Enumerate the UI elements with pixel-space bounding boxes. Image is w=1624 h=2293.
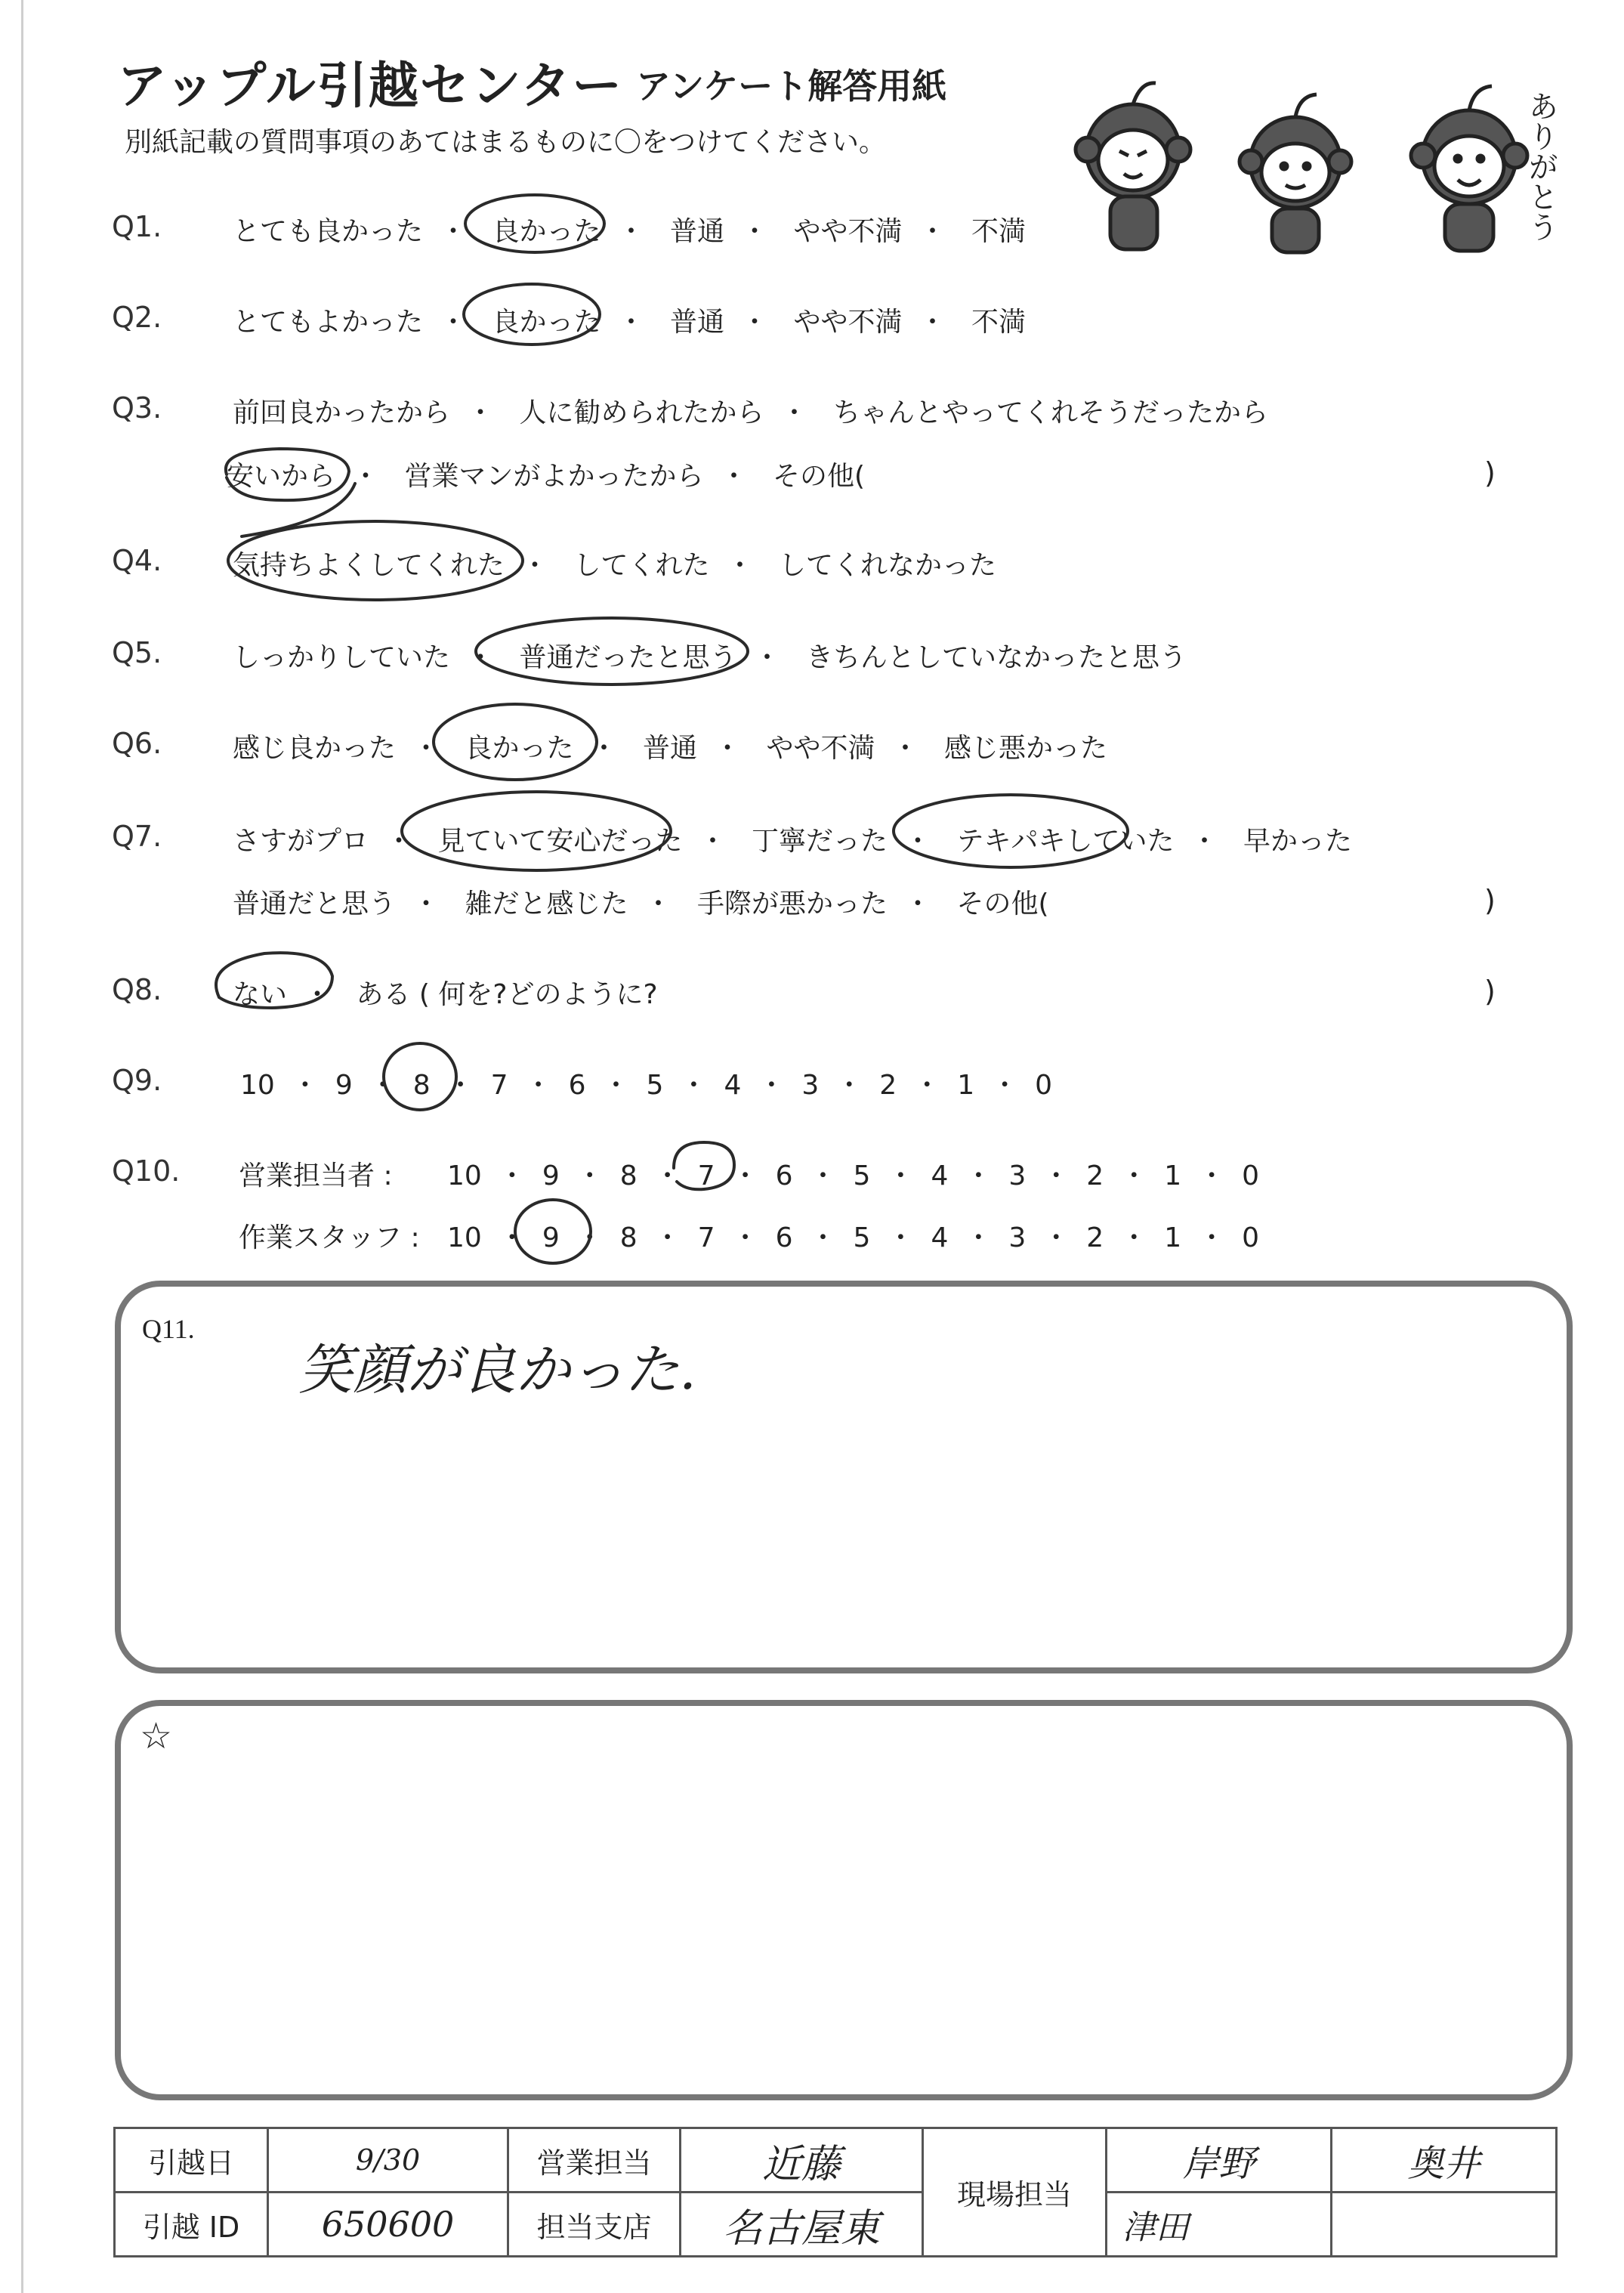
q7-option-2[interactable]: 見ていて安心だった	[437, 826, 683, 857]
q9-scale-separator: ・	[524, 1070, 552, 1101]
q5-option-1[interactable]: しっかりしていた	[233, 642, 451, 673]
q10-staff-scale-separator: ・	[1120, 1222, 1148, 1253]
q8-option-2[interactable]: ある ( 何を?どのように?	[356, 979, 658, 1010]
q10-staff-scale-value-7[interactable]: 7	[697, 1222, 715, 1253]
q8-number: Q8.	[112, 973, 162, 1006]
q2-option-1[interactable]: とてもよかった	[233, 307, 424, 338]
q10-staff-scale-separator: ・	[1198, 1222, 1226, 1253]
site-staff-4[interactable]	[1332, 2193, 1557, 2257]
q10-sales-scale-value-5[interactable]: 5	[853, 1160, 871, 1191]
q6-options: 感じ良かった ・ 良かった ・ 普通 ・ やや不満 ・ 感じ悪かった	[233, 727, 1107, 765]
q4-option-1[interactable]: 気持ちよくしてくれた	[233, 550, 505, 581]
q3-option-4[interactable]: 安いから	[227, 461, 336, 492]
move-id-label: 引越 ID	[115, 2193, 268, 2257]
q2-option-2[interactable]: 良かった	[492, 307, 601, 338]
q2-number: Q2.	[112, 301, 162, 334]
q10-staff-scale-value-0[interactable]: 0	[1242, 1222, 1260, 1253]
q11-label: Q11.	[142, 1314, 195, 1344]
q10-sales-scale-separator: ・	[1042, 1160, 1070, 1191]
q9-scale-value-9[interactable]: 9	[335, 1070, 353, 1101]
q4-number: Q4.	[112, 544, 162, 577]
q6-option-3[interactable]: 普通	[642, 733, 697, 764]
star-comment-box[interactable]	[115, 1700, 1573, 2100]
q9-scale-value-1[interactable]: 1	[957, 1070, 975, 1101]
q10-staff-scale-separator: ・	[731, 1222, 759, 1253]
q5-number: Q5.	[112, 636, 162, 669]
q9-scale-value-10[interactable]: 10	[240, 1070, 275, 1101]
move-date-value[interactable]: 9/30	[268, 2128, 508, 2193]
q7-option-4[interactable]: テキパキしていた	[956, 826, 1175, 857]
q3-option-1[interactable]: 前回良かったから	[233, 397, 451, 428]
q10-sales-scale-value-8[interactable]: 8	[619, 1160, 638, 1191]
q9-scale-value-8[interactable]: 8	[412, 1070, 431, 1101]
q3-close-paren: )	[1484, 456, 1496, 490]
q10-sales-scale-separator: ・	[1120, 1160, 1148, 1191]
q9-scale-separator: ・	[680, 1070, 708, 1101]
sales-label: 営業担当	[508, 2128, 681, 2193]
instruction-text: 別紙記載の質問事項のあてはまるものに〇をつけてください。	[125, 127, 887, 158]
q9-scale-separator: ・	[991, 1070, 1019, 1101]
q10-staff-selected-circle	[515, 1200, 591, 1263]
move-id-value[interactable]: 650600	[268, 2193, 508, 2257]
q8-options: ない ・ ある ( 何を?どのように?	[233, 973, 658, 1012]
q10-staff-scale-value-1[interactable]: 1	[1164, 1222, 1182, 1253]
q2-option-4[interactable]: やや不満	[793, 307, 903, 338]
branch-label: 担当支店	[508, 2193, 681, 2257]
q10-staff-scale-value-6[interactable]: 6	[775, 1222, 793, 1253]
q5-option-2[interactable]: 普通だったと思う	[519, 642, 737, 673]
move-info-table	[113, 2127, 1558, 2257]
q7-option-5[interactable]: 早かった	[1243, 826, 1352, 857]
branch-value[interactable]: 名古屋東	[681, 2193, 923, 2257]
q10-sales-scale-separator: ・	[965, 1160, 993, 1191]
sales-value[interactable]: 近藤	[681, 2128, 923, 2193]
q5-options: しっかりしていた ・ 普通だったと思う ・ きちんとしていなかったと思う	[233, 636, 1187, 675]
q4-option-3[interactable]: してくれなかった	[778, 550, 996, 581]
q3-options: 前回良かったから ・ 人に勧められたから ・ ちゃんとやってくれそうだったから	[233, 391, 1268, 430]
q10-sales-scale-value-9[interactable]: 9	[542, 1160, 560, 1191]
site-label: 現場担当	[923, 2128, 1107, 2257]
q9-scale-value-6[interactable]: 6	[568, 1070, 586, 1101]
q7-option-3[interactable]: 丁寧だった	[751, 826, 888, 857]
q9-scale-separator: ・	[835, 1070, 863, 1101]
q9-scale-value-4[interactable]: 4	[724, 1070, 742, 1101]
q10-staff-scale-separator: ・	[576, 1222, 604, 1253]
q2-option-3[interactable]: 普通	[669, 307, 724, 338]
q10-number: Q10.	[112, 1154, 181, 1188]
q9-scale-value-0[interactable]: 0	[1035, 1070, 1053, 1101]
q10-sales-label: 営業担当者 :	[239, 1160, 393, 1191]
q6-option-4[interactable]: やや不満	[766, 733, 875, 764]
q9-scale-separator: ・	[913, 1070, 941, 1101]
q9-number: Q9.	[112, 1064, 162, 1097]
q10-sales-scale-value-0[interactable]: 0	[1242, 1160, 1260, 1191]
q3-number: Q3.	[112, 391, 162, 425]
q9-scale-value-2[interactable]: 2	[879, 1070, 897, 1101]
q10-sales-scale-separator: ・	[887, 1160, 915, 1191]
q7-option-other[interactable]: その他(	[956, 888, 1049, 919]
star-label: ☆	[140, 1717, 173, 1757]
q11-answer: 笑顔が良かった.	[298, 1338, 696, 1401]
q10-sales-scale-value-10[interactable]: 10	[447, 1160, 482, 1191]
q7-selected-circle-1	[402, 792, 671, 870]
q7-options: さすがプロ ・ 見ていて安心だった ・ 丁寧だった ・ テキパキしていた ・ 早かった	[233, 820, 1352, 858]
q1-number: Q1.	[112, 210, 162, 243]
q10-staff-scale-separator: ・	[887, 1222, 915, 1253]
q6-option-5[interactable]: 感じ悪かった	[943, 733, 1107, 764]
q2-option-5[interactable]: 不満	[971, 307, 1026, 338]
q10-sales-scale-separator: ・	[1198, 1160, 1226, 1191]
thanks-badge: ありがとう	[1524, 91, 1558, 242]
q9-scale-separator: ・	[602, 1070, 630, 1101]
q10-sales-scale-value-1[interactable]: 1	[1164, 1160, 1182, 1191]
q7-selected-circle-2	[894, 795, 1128, 867]
q5-option-3[interactable]: きちんとしていなかったと思う	[805, 642, 1187, 673]
q9-scale-value-7[interactable]: 7	[490, 1070, 508, 1101]
q10-staff-scale-value-2[interactable]: 2	[1086, 1222, 1104, 1253]
q10-sales-scale-value-6[interactable]: 6	[775, 1160, 793, 1191]
form-subtitle: アンケート解答用紙	[636, 66, 947, 107]
q7-option-6[interactable]: 普通だと思う	[233, 888, 397, 919]
q1-option-5[interactable]: 不満	[971, 216, 1026, 247]
q10-sales-scale-separator: ・	[653, 1160, 681, 1191]
q7-option-7[interactable]: 雑だと感じた	[465, 888, 628, 919]
q10-sales-scale-separator: ・	[809, 1160, 837, 1191]
q10-staff-scale-separator: ・	[809, 1222, 837, 1253]
q1-option-1[interactable]: とても良かった	[233, 216, 424, 247]
q10-staff-scale-value-5[interactable]: 5	[853, 1222, 871, 1253]
q2-options: とてもよかった ・ 良かった ・ 普通 ・ やや不満 ・ 不満	[233, 301, 1026, 339]
q10-sales-scale-value-4[interactable]: 4	[931, 1160, 949, 1191]
q10-sales-scale-value-2[interactable]: 2	[1086, 1160, 1104, 1191]
q6-option-1[interactable]: 感じ良かった	[233, 733, 397, 764]
q3-option-5[interactable]: 営業マンがよかったから	[404, 461, 704, 492]
move-date-label: 引越日	[115, 2128, 268, 2193]
q8-selected-circle	[216, 953, 332, 1008]
q3-option-2[interactable]: 人に勧められたから	[519, 397, 764, 428]
q6-number: Q6.	[112, 727, 162, 760]
q10-sales-scale-separator: ・	[731, 1160, 759, 1191]
q3-option-3[interactable]: ちゃんとやってくれそうだったから	[832, 397, 1268, 428]
site-staff-2[interactable]: 奥井	[1332, 2128, 1557, 2193]
q3-option-other[interactable]: その他(	[772, 461, 866, 492]
q9-scale-separator: ・	[291, 1070, 319, 1101]
q10-staff-scale-separator: ・	[1042, 1222, 1070, 1253]
q9-scale-value-5[interactable]: 5	[646, 1070, 664, 1101]
q3-options-row2: 安いから ・ 営業マンがよかったから ・ その他(	[227, 455, 865, 493]
q4-options: 気持ちよくしてくれた ・ してくれた ・ してくれなかった	[233, 544, 996, 583]
q10-sales-selected-circle	[674, 1142, 734, 1189]
q1-option-4[interactable]: やや不満	[793, 216, 903, 247]
q10-sales-scale-value-7[interactable]: 7	[697, 1160, 715, 1191]
q10-staff-scale-value-4[interactable]: 4	[931, 1222, 949, 1253]
q7-options-row2: 普通だと思う ・ 雑だと感じた ・ 手際が悪かった ・ その他(	[233, 882, 1049, 921]
q10-sales-scale-separator: ・	[576, 1160, 604, 1191]
q4-option-2[interactable]: してくれた	[573, 550, 710, 581]
q9-selected-circle	[384, 1043, 456, 1110]
q1-option-3[interactable]: 普通	[669, 216, 724, 247]
q1-options: とても良かった ・ 良かった ・ 普通 ・ やや不満 ・ 不満	[233, 210, 1026, 249]
q7-option-8[interactable]: 手際が悪かった	[696, 888, 888, 919]
q6-option-2[interactable]: 良かった	[465, 733, 574, 764]
q5-selected-circle	[476, 618, 748, 685]
q10-sales-scale-value-3[interactable]: 3	[1008, 1160, 1027, 1191]
q7-number: Q7.	[112, 820, 162, 853]
q9-scale-separator: ・	[369, 1070, 397, 1101]
q2-selected-circle	[464, 284, 600, 345]
q9-scale-separator: ・	[446, 1070, 474, 1101]
q7-close-paren: )	[1484, 884, 1496, 917]
site-staff-1[interactable]: 岸野	[1107, 2128, 1332, 2193]
q6-selected-circle	[434, 704, 597, 780]
q8-close-paren: )	[1484, 975, 1496, 1008]
q10-staff-scale-separator: ・	[498, 1222, 526, 1253]
q10-staff-scale-value-9[interactable]: 9	[542, 1222, 560, 1253]
company-title: アップル引越センター	[117, 57, 624, 115]
q1-selected-circle	[465, 195, 604, 252]
q10-staff-scale-value-10[interactable]: 10	[447, 1222, 482, 1253]
q10-staff-label: 作業スタッフ :	[239, 1222, 420, 1253]
q10-staff-scale-value-3[interactable]: 3	[1008, 1222, 1027, 1253]
site-staff-3[interactable]: 津田	[1107, 2193, 1332, 2257]
q9-scale-value-3[interactable]: 3	[801, 1070, 820, 1101]
q1-option-2[interactable]: 良かった	[492, 216, 601, 247]
q10-staff-scale-value-8[interactable]: 8	[619, 1222, 638, 1253]
q4-selected-circle	[228, 521, 523, 600]
q9-scale-separator: ・	[758, 1070, 786, 1101]
q10-sales-scale-separator: ・	[498, 1160, 526, 1191]
q7-option-1[interactable]: さすがプロ	[233, 826, 369, 857]
q8-option-1[interactable]: ない	[233, 979, 288, 1010]
q10-staff-scale-separator: ・	[653, 1222, 681, 1253]
q10-staff-scale-separator: ・	[965, 1222, 993, 1253]
